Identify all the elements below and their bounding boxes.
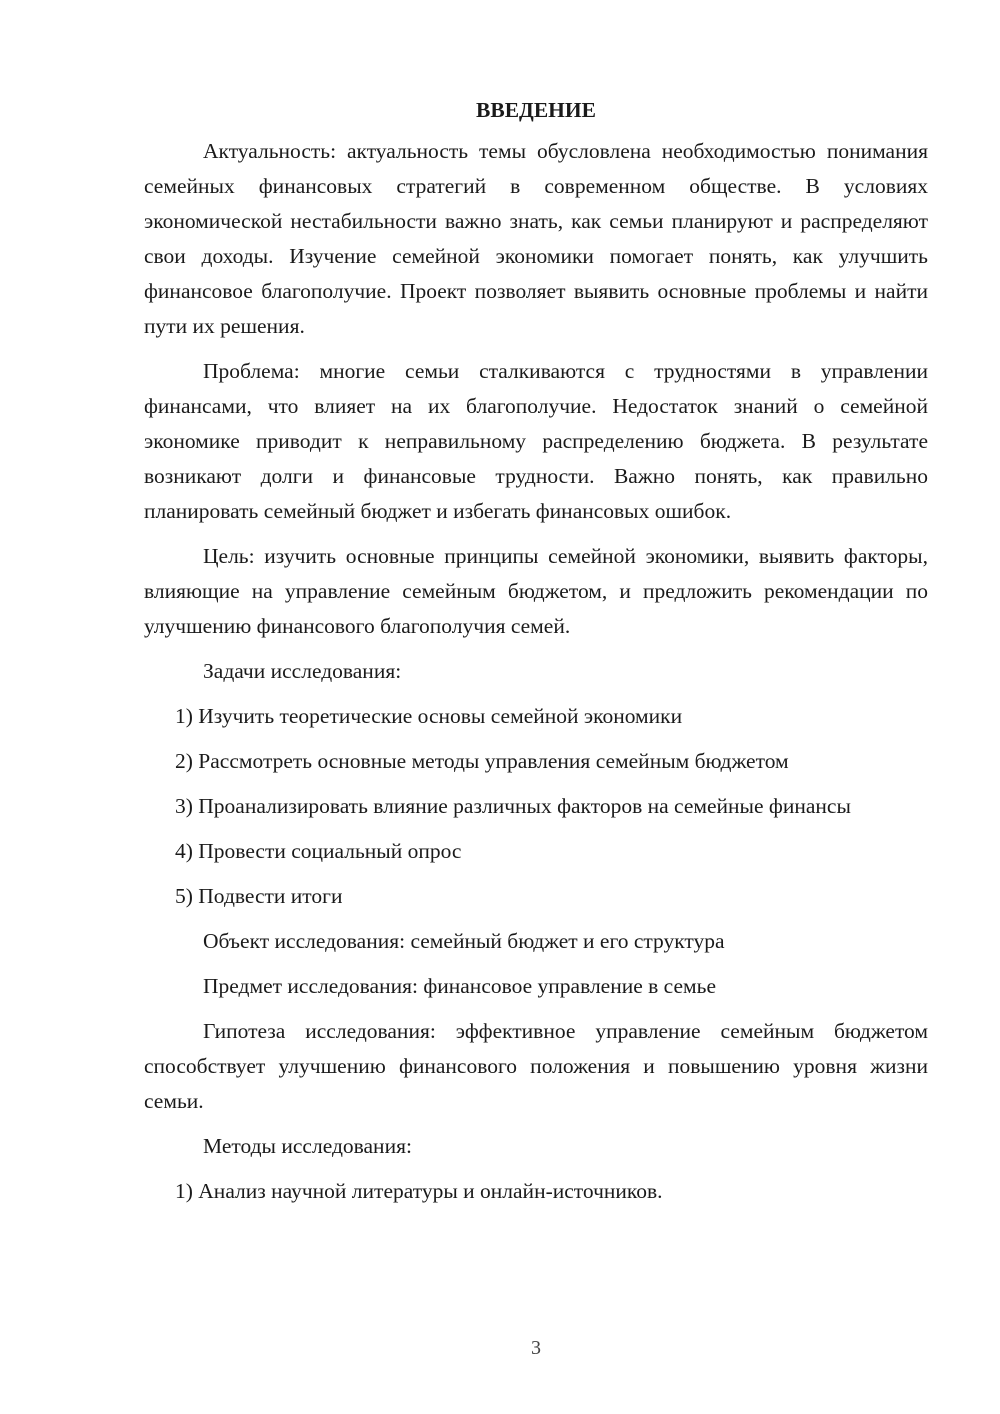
section-title: ВВЕДЕНИЕ: [476, 98, 596, 122]
object-paragraph: Объект исследования: семейный бюджет и его структура: [203, 929, 725, 953]
task-item-2: 2) Рассмотреть основные методы управления семейным бюджетом: [175, 749, 789, 773]
method-item-1: 1) Анализ научной литературы и онлайн-источников.: [175, 1179, 663, 1203]
task-item-5: 5) Подвести итоги: [175, 884, 343, 908]
hypothesis-paragraph: Гипотеза исследования: эффективное управление семейным бюджетом способствует улучшению финансового положения и повышению уровня жизни семьи.: [144, 1019, 928, 1113]
task-item-4: 4) Провести социальный опрос: [175, 839, 462, 863]
task-item-3: 3) Проанализировать влияние различных факторов на семейные финансы: [175, 794, 851, 818]
tasks-heading: Задачи исследования:: [203, 659, 402, 683]
page-content: [144, 93, 928, 1219]
relevance-paragraph: Актуальность: актуальность темы обусловлена необходимостью понимания семейных финансовых стратегий в современном обществе. В условиях экономической нестабильности важно знать, как семьи планируют и распределяют свои доходы. Изучение семейной экономики помогает понять, как улучшить финансовое благополучие. Проект позволяет выявить основные проблемы и найти пути их решения.: [144, 139, 928, 338]
subject-paragraph: Предмет исследования: финансовое управление в семье: [203, 974, 716, 998]
methods-heading: Методы исследования:: [203, 1134, 412, 1158]
page-number: 3: [531, 1337, 541, 1359]
task-item-1: 1) Изучить теоретические основы семейной экономики: [175, 704, 683, 728]
problem-paragraph: Проблема: многие семьи сталкиваются с трудностями в управлении финансами, что влияет на их благополучие. Недостаток знаний о семейной экономике приводит к неправильному распределению бюджета. В результате возникают долги и финансовые трудности. Важно понять, как правильно планировать семейный бюджет и избегать финансовых ошибок.: [144, 359, 928, 523]
goal-paragraph: Цель: изучить основные принципы семейной экономики, выявить факторы, влияющие на управление семейным бюджетом, и предложить рекомендации по улучшению финансового благополучия семей.: [144, 544, 928, 638]
